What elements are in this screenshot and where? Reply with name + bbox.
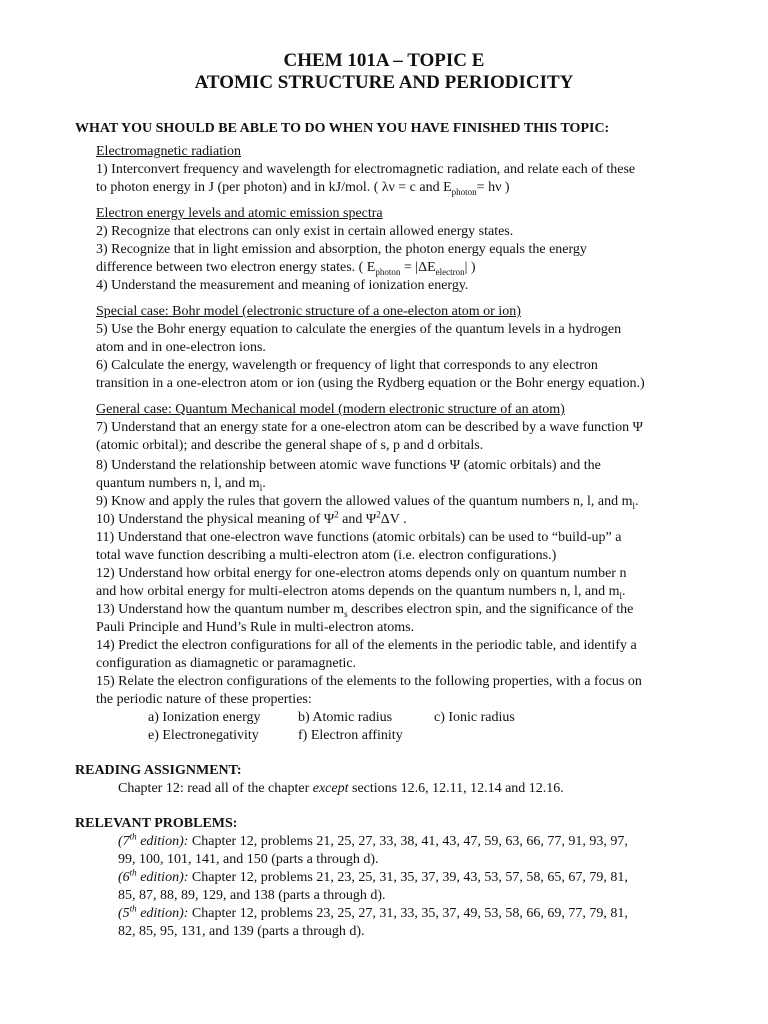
objective-1-line1: 1) Interconvert frequency and wavelength for electromagnetic radiation, and relate each of these xyxy=(96,162,636,177)
objective-6-line1: 6) Calculate the energy, wavelength or frequency of light that corresponds to any electron xyxy=(96,358,598,373)
reading-heading: READING ASSIGNMENT: xyxy=(75,763,242,778)
objective-8-line2: quantum numbers n, l, and $m_l$. xyxy=(96,476,266,493)
objective-10: 10) Understand the physical meaning of $\Psi^2$ and $\Psi^2\Delta V$ . xyxy=(96,509,407,527)
objective-7-line2: (atomic orbital); and describe the general shape of s, p and d orbitals. xyxy=(96,438,484,453)
document-title: CHEM 101A – TOPIC E xyxy=(283,50,485,71)
objective-11-line2: total wave function describing a multi-electron atom (i.e. electron configurations.) xyxy=(96,548,557,563)
objective-8-line1: 8) Understand the relationship between atomic wave functions Ψ (atomic orbitals) and the xyxy=(96,458,601,473)
objective-15-line1: 15) Relate the electron configurations of the elements to the following properties, with a focus on xyxy=(96,674,642,689)
objective-15-line2: the periodic nature of these properties: xyxy=(96,692,312,707)
problems-7th-line2: 99, 100, 101, 141, and 150 (parts a through d). xyxy=(118,852,379,867)
reading-text: Chapter 12: read all of the chapter except sections 12.6, 12.11, 12.14 and 12.16. xyxy=(118,781,564,796)
objective-4: 4) Understand the measurement and meaning of ionization energy. xyxy=(96,278,469,293)
objective-14-line1: 14) Predict the electron configurations for all of the elements in the periodic table, and identify a xyxy=(96,638,637,653)
property-item: b) Atomic radius xyxy=(298,710,393,725)
objective-13-line2: Pauli Principle and Hund’s Rule in multi-electron atoms. xyxy=(96,620,415,635)
objective-9: 9) Know and apply the rules that govern the allowed values of the quantum numbers n, l, and $m_l$. xyxy=(96,494,639,511)
objective-7-line1: 7) Understand that an energy state for a one-electron atom can be described by a wave function Ψ xyxy=(96,420,643,435)
objective-12-line1: 12) Understand how orbital energy for one-electron atoms depends only on quantum number n xyxy=(96,566,627,581)
objective-5-line1: 5) Use the Bohr energy equation to calculate the energies of the quantum levels in a hydrogen xyxy=(96,322,622,337)
property-item: f) Electron affinity xyxy=(298,728,403,743)
problems-5th-line2: 82, 85, 95, 131, and 139 (parts a through d). xyxy=(118,924,365,939)
objective-3-line1: 3) Recognize that in light emission and absorption, the photon energy equals the energy xyxy=(96,242,587,257)
property-item: e) Electronegativity xyxy=(148,728,259,743)
problems-6th-line2: 85, 87, 88, 89, 129, and 138 (parts a through d). xyxy=(118,888,386,903)
objective-1-line2: to photon energy in J (per photon) and in kJ/mol. ( λν = c and $E_{photon}= h\nu$ ) xyxy=(96,180,510,197)
section-heading-levels: Electron energy levels and atomic emission spectra xyxy=(96,206,383,221)
property-item: a) Ionization energy xyxy=(148,710,261,725)
section-heading-qm: General case: Quantum Mechanical model (modern electronic structure of an atom) xyxy=(96,402,565,417)
problems-6th-line1: (6th edition): Chapter 12, problems 21, 23, 25, 31, 35, 37, 39, 43, 53, 57, 58, 65, 67, 79, 81, xyxy=(118,867,628,885)
document-subtitle: ATOMIC STRUCTURE AND PERIODICITY xyxy=(194,72,574,93)
problems-5th-line1: (5th edition): Chapter 12, problems 23, 25, 27, 31, 33, 35, 37, 49, 53, 58, 66, 69, 77, 79, 81, xyxy=(118,903,628,921)
section-heading-bohr: Special case: Bohr model (electronic structure of a one-electon atom or ion) xyxy=(96,304,521,319)
property-item: c) Ionic radius xyxy=(434,710,515,725)
problems-heading: RELEVANT PROBLEMS: xyxy=(75,816,238,831)
problems-7th-line1: (7th edition): Chapter 12, problems 21, 25, 27, 33, 38, 41, 43, 47, 59, 63, 66, 77, 91, 93, 97, xyxy=(118,831,628,849)
objective-2: 2) Recognize that electrons can only exist in certain allowed energy states. xyxy=(96,224,514,239)
objectives-heading: WHAT YOU SHOULD BE ABLE TO DO WHEN YOU HAVE FINISHED THIS TOPIC: xyxy=(75,121,610,136)
objective-14-line2: configuration as diamagnetic or paramagnetic. xyxy=(96,656,357,671)
objective-5-line2: atom and in one-electron ions. xyxy=(96,340,266,355)
objective-12-line2: and how orbital energy for multi-electron atoms depends on the quantum numbers n, l, and $m_l$. xyxy=(96,584,626,601)
objective-13-line1: 13) Understand how the quantum number $m_s$ describes electron spin, and the significance of the xyxy=(96,602,634,619)
objective-3-line2: difference between two electron energy states. ( $E_{photon} = |\Delta E_{electron}|$ ) xyxy=(96,260,476,277)
objective-11-line1: 11) Understand that one-electron wave functions (atomic orbitals) can be used to “build-up” a xyxy=(96,530,622,545)
section-heading-em: Electromagnetic radiation xyxy=(96,144,241,159)
objective-6-line2: transition in a one-electron atom or ion (using the Rydberg equation or the Bohr energy equation.) xyxy=(96,376,645,391)
